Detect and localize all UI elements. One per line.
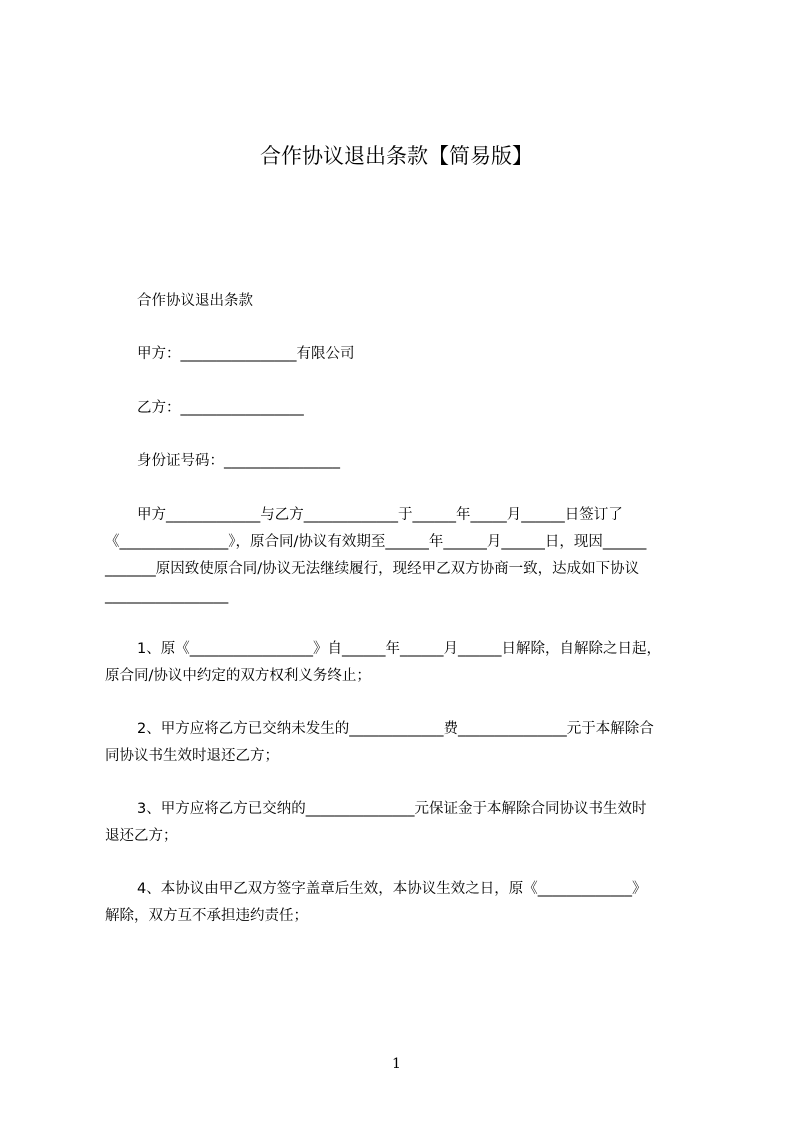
intro-line-2: 《_______________》，原合同/协议有效期至______年______月______日，现因______ [105,534,647,550]
clause-2-line-2: 同协议书生效时退还乙方； [105,748,279,764]
clause-3-line-1: 3、甲方应将乙方已交纳的_______________元保证金于本解除合同协议书生效时 [137,801,647,817]
intro-line-1: 甲方_____________与乙方_____________于______年_____月______日签订了 [137,507,623,523]
clause-3-line-2: 退还乙方； [105,828,178,844]
page-number: 1 [392,1056,401,1072]
id-number-line: 身份证号码：________________ [137,453,340,469]
clause-1-line-2: 原合同/协议中约定的双方权利义务终止； [105,668,371,684]
document-title: 合作协议退出条款【简易版】 [260,144,533,168]
clause-1-line-1: 1、原《_________________》自______年______月______日解除，自解除之日起， [137,641,661,657]
party-b-line: 乙方：_________________ [137,400,304,416]
clause-4-line-1: 4、本协议由甲乙双方签字盖章后生效，本协议生效之日，原《_____________》 [137,881,647,897]
clause-4-line-2: 解除，双方互不承担违约责任； [105,908,308,924]
intro-line-3: _______原因致使原合同/协议无法继续履行，现经甲乙双方协商一致，达成如下协议 [105,561,640,577]
section-heading: 合作协议退出条款 [137,293,253,309]
intro-line-4: _________________ [105,588,229,604]
party-a-line: 甲方：________________有限公司 [137,346,355,362]
clause-2-line-1: 2、甲方应将乙方已交纳未发生的_____________费_______________元于本解除合 [137,721,654,737]
